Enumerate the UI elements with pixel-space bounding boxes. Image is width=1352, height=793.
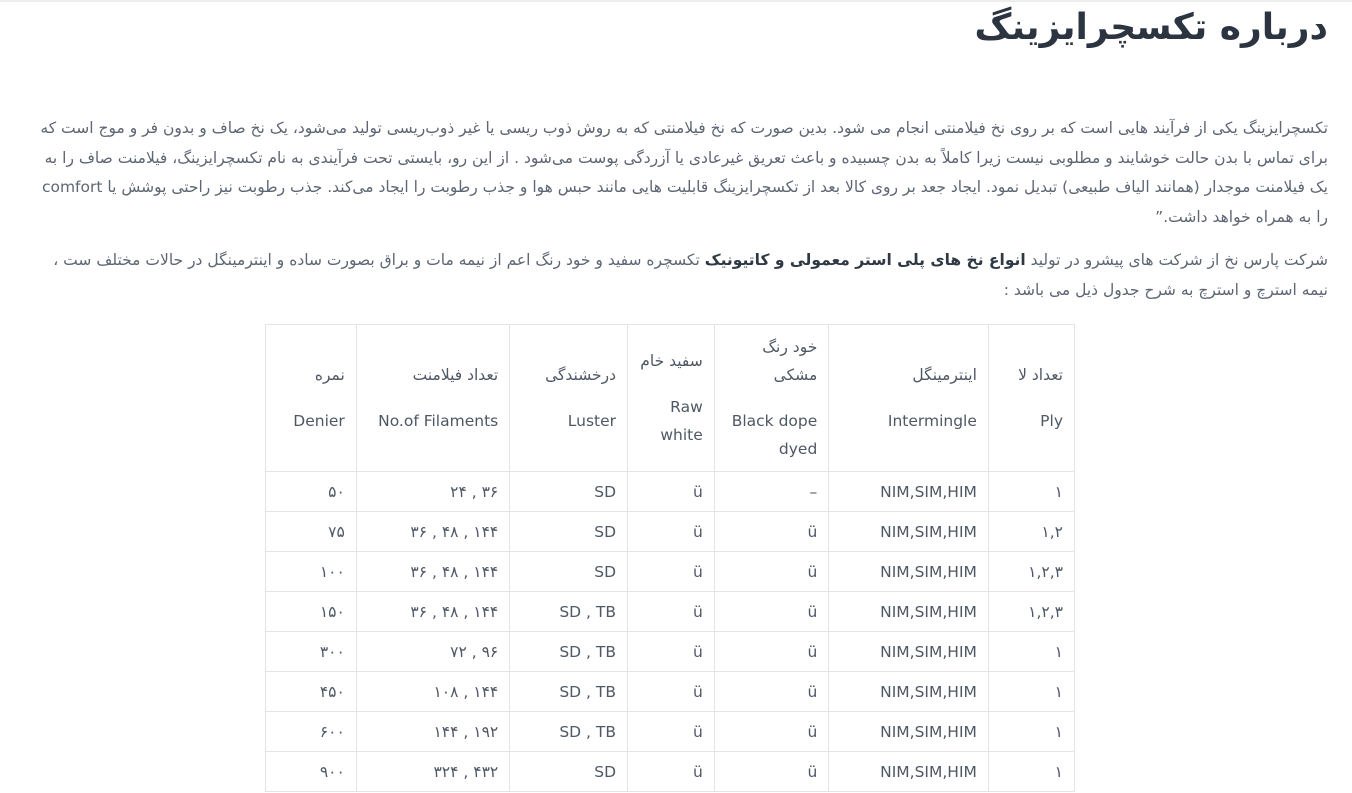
header-ply-en: Ply [1040,412,1063,430]
header-filaments [356,325,509,472]
cell-ply: ۱ [988,632,1074,672]
cell-denier: ۱۵۰ [266,592,357,632]
cell-denier: ۳۰۰ [266,632,357,672]
product-table-wrapper [265,324,1075,792]
product-spec-table [265,324,1075,792]
cell-raw-white: ü [628,552,715,592]
header-ply [988,325,1074,472]
header-filaments-en: No.of Filaments [378,412,499,430]
cell-intermingle: NIM,SIM,HIM [829,752,989,792]
header-raw-fa: سفید خام [640,352,703,370]
cell-denier: ۱۰۰ [266,552,357,592]
header-black-en: Black dope dyed [731,412,818,458]
cell-luster: SD [510,472,628,512]
cell-filaments: ۴۳۲ , ۳۲۴ [356,752,509,792]
cell-filaments: ۱۴۴ , ۴۸ , ۳۶ [356,552,509,592]
cell-filaments: ۱۴۴ , ۴۸ , ۳۶ [356,592,509,632]
cell-ply: ۱ [988,472,1074,512]
cell-ply: ۱,۲,۳ [988,552,1074,592]
cell-ply: ۱ [988,712,1074,752]
cell-ply: ۱,۲ [988,512,1074,552]
header-intermingle [829,325,989,472]
header-denier-en: Denier [293,412,345,430]
cell-filaments: ۱۴۴ , ۴۸ , ۳۶ [356,512,509,552]
cell-luster: SD [510,752,628,792]
header-luster-fa: درخشندگی [545,366,617,384]
cell-black-dope-dyed: ü [714,672,829,712]
cell-luster: SD , TB [510,712,628,752]
header-raw-en: Raw white [660,398,703,444]
cell-luster: SD [510,552,628,592]
header-filaments-fa: تعداد فیلامنت [412,366,499,384]
cell-filaments: ۱۹۲ , ۱۴۴ [356,712,509,752]
cell-denier: ۹۰۰ [266,752,357,792]
cell-intermingle: NIM,SIM,HIM [829,592,989,632]
header-luster [510,325,628,472]
cell-intermingle: NIM,SIM,HIM [829,672,989,712]
header-raw-white [628,325,715,472]
cell-denier: ۵۰ [266,472,357,512]
cell-intermingle: NIM,SIM,HIM [829,552,989,592]
header-intermingle-fa: اینترمینگل [912,366,977,384]
company-paragraph [38,246,1328,305]
cell-filaments: ۹۶ , ۷۲ [356,632,509,672]
cell-black-dope-dyed: ü [714,752,829,792]
table-row [266,672,1075,712]
cell-raw-white: ü [628,712,715,752]
cell-black-dope-dyed: – [714,472,829,512]
header-black-fa: خود رنگ مشکی [762,338,818,384]
cell-raw-white: ü [628,752,715,792]
cell-luster: SD , TB [510,632,628,672]
cell-black-dope-dyed: ü [714,552,829,592]
cell-luster: SD , TB [510,592,628,632]
table-row [266,712,1075,752]
cell-intermingle: NIM,SIM,HIM [829,472,989,512]
page-title: درباره تکسچرایزینگ [974,7,1328,48]
cell-ply: ۱ [988,672,1074,712]
table-row [266,472,1075,512]
cell-luster: SD [510,512,628,552]
header-luster-en: Luster [567,412,617,430]
cell-luster: SD , TB [510,672,628,712]
cell-intermingle: NIM,SIM,HIM [829,512,989,552]
table-row [266,552,1075,592]
cell-black-dope-dyed: ü [714,592,829,632]
cell-ply: ۱,۲,۳ [988,592,1074,632]
cell-ply: ۱ [988,752,1074,792]
table-row [266,592,1075,632]
cell-raw-white: ü [628,672,715,712]
cell-denier: ۴۵۰ [266,672,357,712]
header-denier-fa: نمره [314,366,345,384]
company-paragraph-bold: انواع نخ های پلی استر معمولی و کاتیونیک [704,251,1026,269]
cell-intermingle: NIM,SIM,HIM [829,632,989,672]
table-row [266,632,1075,672]
header-ply-fa: تعداد لا [1018,366,1063,384]
cell-raw-white: ü [628,472,715,512]
cell-black-dope-dyed: ü [714,512,829,552]
header-black-dope-dyed [714,325,829,472]
cell-black-dope-dyed: ü [714,632,829,672]
cell-raw-white: ü [628,592,715,632]
cell-filaments: ۳۶ , ۲۴ [356,472,509,512]
cell-denier: ۷۵ [266,512,357,552]
cell-raw-white: ü [628,632,715,672]
cell-filaments: ۱۴۴ , ۱۰۸ [356,672,509,712]
table-row [266,752,1075,792]
header-denier [266,325,357,472]
cell-raw-white: ü [628,512,715,552]
company-paragraph-text-2: تکسچره سفید و خود رنگ اعم از نیمه مات و براق بصورت ساده و اینترمینگل در حالات مختلف ست ، نیمه استرچ و استرچ به شرح جدول ذیل می باشد : [53,251,1328,299]
header-intermingle-en: Intermingle [887,412,977,430]
table-row [266,512,1075,552]
cell-denier: ۶۰۰ [266,712,357,752]
table-header-row [266,325,1075,472]
article [38,0,1328,305]
cell-intermingle: NIM,SIM,HIM [829,712,989,752]
company-paragraph-text-1: شرکت پارس نخ از شرکت های پیشرو در تولید [1025,251,1328,269]
cell-black-dope-dyed: ü [714,712,829,752]
intro-paragraph: تکسچرایزینگ یکی از فرآیند هایی است که بر روی نخ فیلامنتی انجام می شود. بدین صورت که نخ فیلامنتی که به روش ذوب ریسی یا غیر ذوب‌ریسی تولید می‌شود، یک نخ صاف و بدون فر و موج است که برای تماس با بدن حالت خوشایند و مطلوبی نیست زیرا کاملاً به بدن چسبیده و باعث تعریق غیرعادی یا آزردگی پوست می‌شود . از این رو، بایستی تحت فرآیندی به نام تکسچرایزینگ، فیلامنت صاف را به یک فیلامنت موجدار (همانند الیاف طبیعی) تبدیل نمود. ایجاد جعد بر روی کالا بعد از تکسچرایزینگ قابلیت هایی مانند حبس هوا و جذب رطوبت را ایجاد می‌کند. جذب رطوبت نیز راحتی پوشش یا comfort را به همراه خواهد داشت.” [40,119,1328,226]
